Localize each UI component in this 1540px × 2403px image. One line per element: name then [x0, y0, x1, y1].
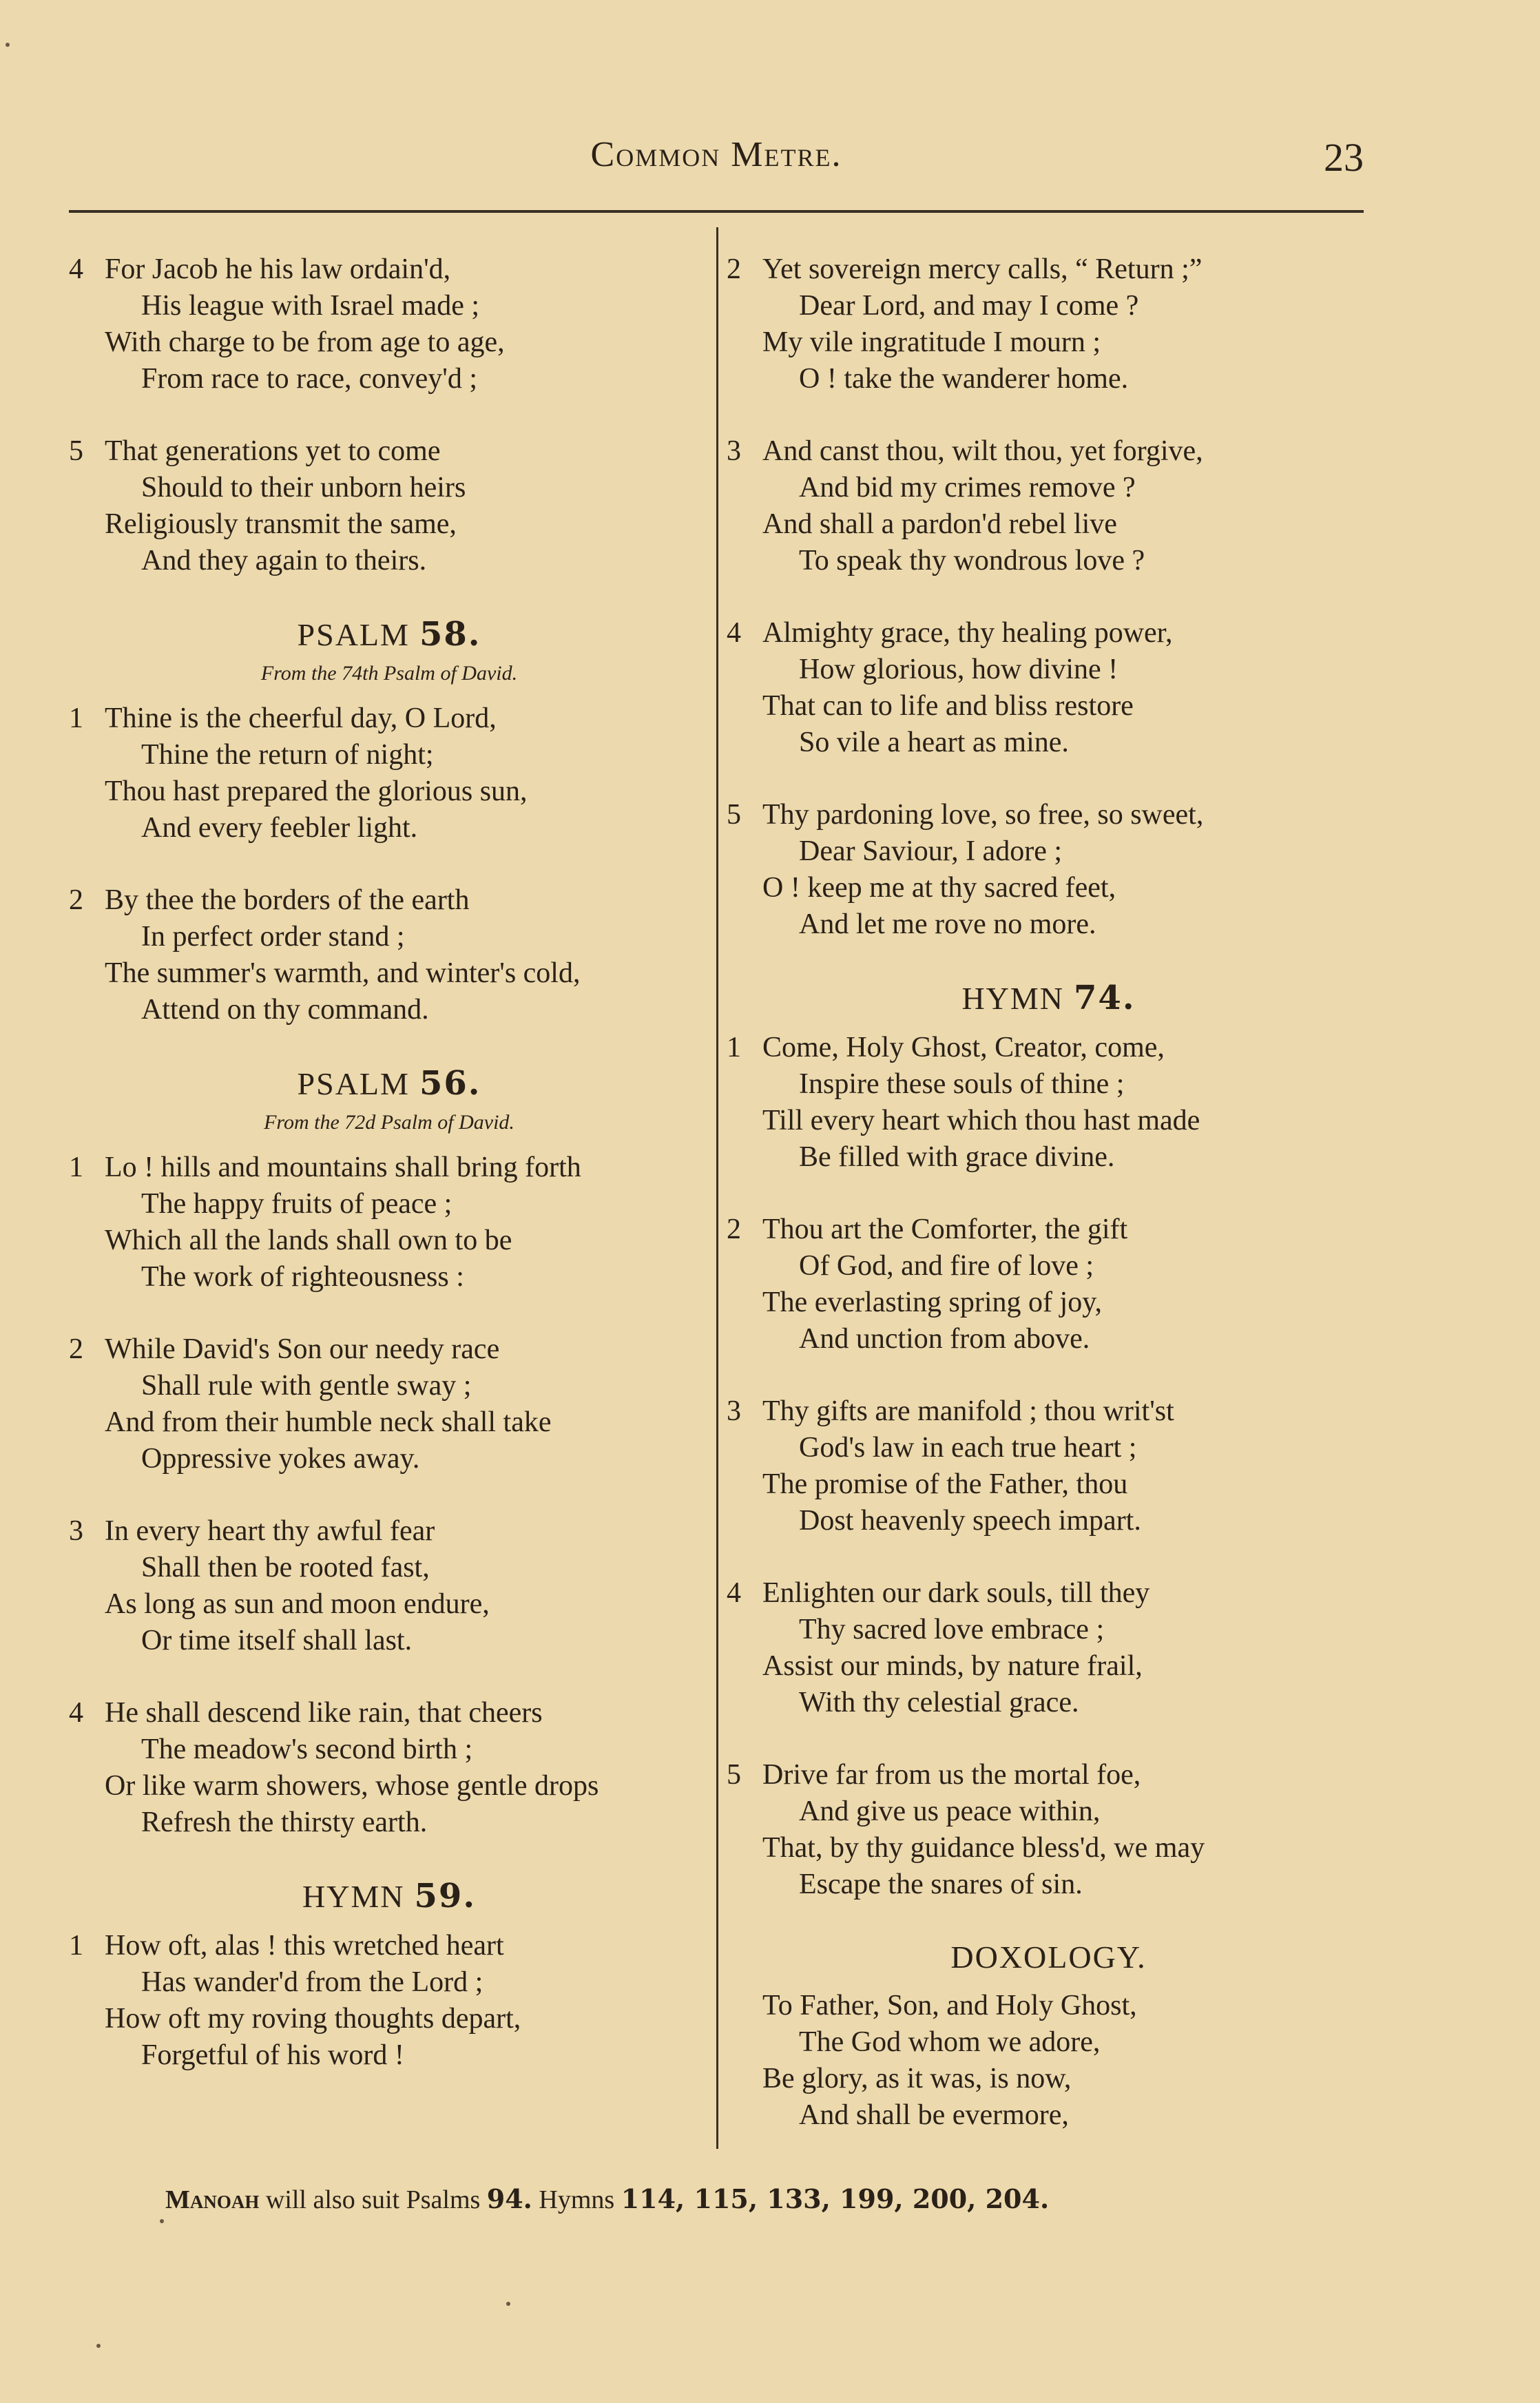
- stanza: [69, 433, 709, 579]
- header-rule: [69, 210, 1364, 213]
- stanza: [727, 1030, 1371, 1176]
- verse-line: [69, 882, 709, 919]
- verse-line: Till every heart which thou hast made: [762, 1105, 1200, 1136]
- verse-line: [727, 615, 1371, 652]
- stanza: [727, 1988, 1371, 2134]
- verse-number: 5: [727, 1759, 741, 1791]
- stanza: [69, 1513, 709, 1659]
- stanza: [727, 615, 1371, 761]
- verse-line: Shall then be rooted fast,: [141, 1552, 430, 1583]
- stanza: [727, 797, 1371, 943]
- verse-line: Dear Lord, and may I come ?: [799, 290, 1139, 322]
- verse-text: How oft, alas ! this wretched heart: [105, 1930, 504, 1962]
- verse-line: [69, 1695, 709, 1731]
- verse-line: [727, 1757, 1371, 1793]
- verse-line: Forgetful of his word !: [141, 2039, 404, 2071]
- verse-text: He shall descend like rain, that cheers: [105, 1697, 543, 1729]
- page-number: 23: [1324, 135, 1364, 180]
- verse-number: 5: [69, 435, 83, 467]
- section-number: 59.: [414, 1877, 477, 1915]
- verse-line: And let me rove no more.: [799, 908, 1096, 940]
- verse-number: 4: [69, 253, 83, 285]
- footer-text: will also suit Psalms: [259, 2185, 487, 2214]
- verse-text: By thee the borders of the earth: [105, 884, 470, 916]
- verse-line: So vile a heart as mine.: [799, 727, 1069, 758]
- section-label: HYMN: [302, 1879, 405, 1914]
- verse-line: Be glory, as it was, is now,: [762, 2063, 1072, 2094]
- verse-number: 2: [727, 1214, 741, 1245]
- section-heading: [69, 615, 709, 654]
- verse-line: [727, 251, 1371, 288]
- verse-line: The meadow's second birth ;: [141, 1734, 473, 1765]
- verse-line: [727, 1030, 1371, 1066]
- verse-line: Assist our minds, by nature frail,: [762, 1650, 1143, 1682]
- verse-line: [69, 251, 709, 288]
- footer-tune-name: Manoah: [165, 2185, 260, 2214]
- right-column: [727, 251, 1371, 2170]
- verse-line: Shall rule with gentle sway ;: [141, 1370, 472, 1402]
- verse-line: Thou hast prepared the glorious sun,: [105, 776, 528, 807]
- verse-number: 1: [727, 1032, 741, 1063]
- verse-line: Oppressive yokes away.: [141, 1443, 420, 1475]
- verse-text: Lo ! hills and mountains shall bring forth: [105, 1152, 581, 1183]
- verse-line: And from their humble neck shall take: [105, 1406, 552, 1438]
- verse-text: Thou art the Comforter, the gift: [762, 1214, 1128, 1245]
- verse-line: Which all the lands shall own to be: [105, 1225, 512, 1256]
- stanza: [69, 251, 709, 397]
- verse-line: Thy sacred love embrace ;: [799, 1614, 1105, 1645]
- verse-number: 4: [69, 1697, 83, 1729]
- verse-line: And give us peace within,: [799, 1796, 1101, 1827]
- verse-line: The summer's warmth, and winter's cold,: [105, 957, 581, 989]
- verse-text: Thy pardoning love, so free, so sweet,: [762, 799, 1204, 831]
- verse-line: Has wander'd from the Lord ;: [141, 1966, 483, 1998]
- page-header: [69, 134, 1364, 196]
- verse-line: Refresh the thirsty earth.: [141, 1807, 428, 1838]
- stanza: [727, 433, 1371, 579]
- verse-line: Inspire these souls of thine ;: [799, 1068, 1125, 1100]
- verse-line: [69, 1513, 709, 1550]
- verse-number: 1: [69, 703, 83, 734]
- print-speck: [160, 2219, 164, 2223]
- verse-line: [69, 700, 709, 737]
- verse-line: [727, 1393, 1371, 1430]
- verse-line: [727, 433, 1371, 470]
- verse-line: Thine the return of night;: [141, 739, 434, 771]
- section-label: PSALM: [297, 617, 410, 652]
- verse-number: 1: [69, 1930, 83, 1962]
- section-number: 56.: [419, 1064, 481, 1103]
- verse-line: Dear Saviour, I adore ;: [799, 835, 1062, 867]
- verse-line: How glorious, how divine !: [799, 654, 1118, 685]
- stanza: [69, 700, 709, 846]
- footer-note: [165, 2183, 1336, 2215]
- verse-line: As long as sun and moon endure,: [105, 1588, 490, 1620]
- verse-line: Of God, and fire of love ;: [799, 1250, 1094, 1282]
- verse-line: Religiously transmit the same,: [105, 508, 457, 540]
- verse-line: Or time itself shall last.: [141, 1625, 413, 1656]
- verse-line: [69, 1928, 709, 1964]
- verse-line: His league with Israel made ;: [141, 290, 479, 322]
- verse-text: Thine is the cheerful day, O Lord,: [105, 703, 497, 734]
- verse-number: 3: [727, 435, 741, 467]
- verse-line: O ! take the wanderer home.: [799, 363, 1129, 395]
- verse-text: For Jacob he his law ordain'd,: [105, 253, 451, 285]
- stanza: [727, 1211, 1371, 1357]
- footer-hymns-label: Hymns: [532, 2185, 621, 2214]
- verse-text: That generations yet to come: [105, 435, 441, 467]
- verse-line: [727, 797, 1371, 833]
- verse-line: Attend on thy command.: [141, 994, 429, 1026]
- verse-number: 2: [727, 253, 741, 285]
- verse-line: From race to race, convey'd ;: [141, 363, 478, 395]
- verse-line: In perfect order stand ;: [141, 921, 405, 953]
- verse-text: Almighty grace, thy healing power,: [762, 617, 1173, 649]
- stanza: [69, 1331, 709, 1477]
- verse-number: 4: [727, 617, 741, 649]
- stanza: [69, 1928, 709, 2074]
- verse-number: 4: [727, 1577, 741, 1609]
- running-title: Common Metre.: [590, 135, 842, 174]
- stanza: [69, 1695, 709, 1841]
- verse-line: With thy celestial grace.: [799, 1687, 1079, 1718]
- section-number: 58.: [419, 615, 481, 654]
- verse-line: Or like warm showers, whose gentle drops: [105, 1770, 599, 1802]
- verse-number: 5: [727, 799, 741, 831]
- verse-number: 2: [69, 1333, 83, 1365]
- stanza: [727, 1757, 1371, 1903]
- verse-line: With charge to be from age to age,: [105, 326, 505, 358]
- print-speck: [6, 43, 10, 47]
- stanza: [727, 251, 1371, 397]
- verse-text: And canst thou, wilt thou, yet forgive,: [762, 435, 1203, 467]
- section-label: DOXOLOGY.: [950, 1939, 1147, 1975]
- verse-line: Escape the snares of sin.: [799, 1869, 1083, 1900]
- section-number: 74.: [1074, 979, 1136, 1017]
- verse-line: How oft my roving thoughts depart,: [105, 2003, 521, 2035]
- verse-text: Drive far from us the mortal foe,: [762, 1759, 1141, 1791]
- verse-line: The work of righteousness :: [141, 1261, 464, 1293]
- section-heading: [69, 1877, 709, 1915]
- verse-line: God's law in each true heart ;: [799, 1432, 1137, 1464]
- verse-line: That, by thy guidance bless'd, we may: [762, 1832, 1205, 1864]
- stanza: [727, 1575, 1371, 1721]
- verse-line: Should to their unborn heirs: [141, 472, 466, 503]
- section-heading: [69, 1064, 709, 1103]
- verse-line: The everlasting spring of joy,: [762, 1287, 1102, 1318]
- verse-text: In every heart thy awful fear: [105, 1515, 435, 1547]
- verse-line: And every feebler light.: [141, 812, 418, 844]
- verse-line: [69, 433, 709, 470]
- column-divider: [716, 227, 718, 2149]
- verse-number: 1: [69, 1152, 83, 1183]
- section-subtitle: From the 72d Psalm of David.: [264, 1111, 514, 1134]
- verse-line: [727, 1575, 1371, 1612]
- verse-line: Be filled with grace divine.: [799, 1141, 1115, 1173]
- section-heading: [727, 1939, 1371, 1975]
- stanza: [727, 1393, 1371, 1539]
- footer-psalms: 94.: [486, 2183, 532, 2214]
- verse-line: My vile ingratitude I mourn ;: [762, 326, 1101, 358]
- verse-line: [69, 1331, 709, 1368]
- section-label: HYMN: [961, 981, 1065, 1016]
- verse-text: Come, Holy Ghost, Creator, come,: [762, 1032, 1165, 1063]
- print-speck: [506, 2302, 510, 2306]
- verse-line: Dost heavenly speech impart.: [799, 1505, 1141, 1537]
- verse-line: And bid my crimes remove ?: [799, 472, 1136, 503]
- verse-line: The happy fruits of peace ;: [141, 1188, 452, 1220]
- footer-hymns: 114, 115, 133, 199, 200, 204.: [621, 2183, 1050, 2214]
- verse-number: 2: [69, 884, 83, 916]
- section-heading: [727, 979, 1371, 1017]
- verse-line: O ! keep me at thy sacred feet,: [762, 872, 1116, 904]
- verse-line: And unction from above.: [799, 1323, 1090, 1355]
- verse-text: Enlighten our dark souls, till they: [762, 1577, 1150, 1609]
- print-speck: [96, 2344, 101, 2348]
- verse-line: And shall a pardon'd rebel live: [762, 508, 1117, 540]
- verse-line: To Father, Son, and Holy Ghost,: [762, 1990, 1137, 2021]
- verse-line: The promise of the Father, thou: [762, 1468, 1128, 1500]
- verse-text: Thy gifts are manifold ; thou writ'st: [762, 1395, 1174, 1427]
- verse-text: Yet sovereign mercy calls, “ Return ;”: [762, 253, 1203, 285]
- verse-number: 3: [69, 1515, 83, 1547]
- section-subtitle: From the 74th Psalm of David.: [260, 662, 518, 685]
- verse-line: And they again to theirs.: [141, 545, 427, 576]
- verse-line: To speak thy wondrous love ?: [799, 545, 1145, 576]
- verse-line: [727, 1211, 1371, 1248]
- verse-line: [69, 1150, 709, 1186]
- verse-text: While David's Son our needy race: [105, 1333, 500, 1365]
- verse-line: And shall be evermore,: [799, 2099, 1069, 2131]
- section-label: PSALM: [297, 1066, 410, 1101]
- verse-line: The God whom we adore,: [799, 2026, 1101, 2058]
- stanza: [69, 1150, 709, 1296]
- left-column: [69, 251, 709, 2110]
- stanza: [69, 882, 709, 1028]
- verse-line: That can to life and bliss restore: [762, 690, 1134, 722]
- verse-number: 3: [727, 1395, 741, 1427]
